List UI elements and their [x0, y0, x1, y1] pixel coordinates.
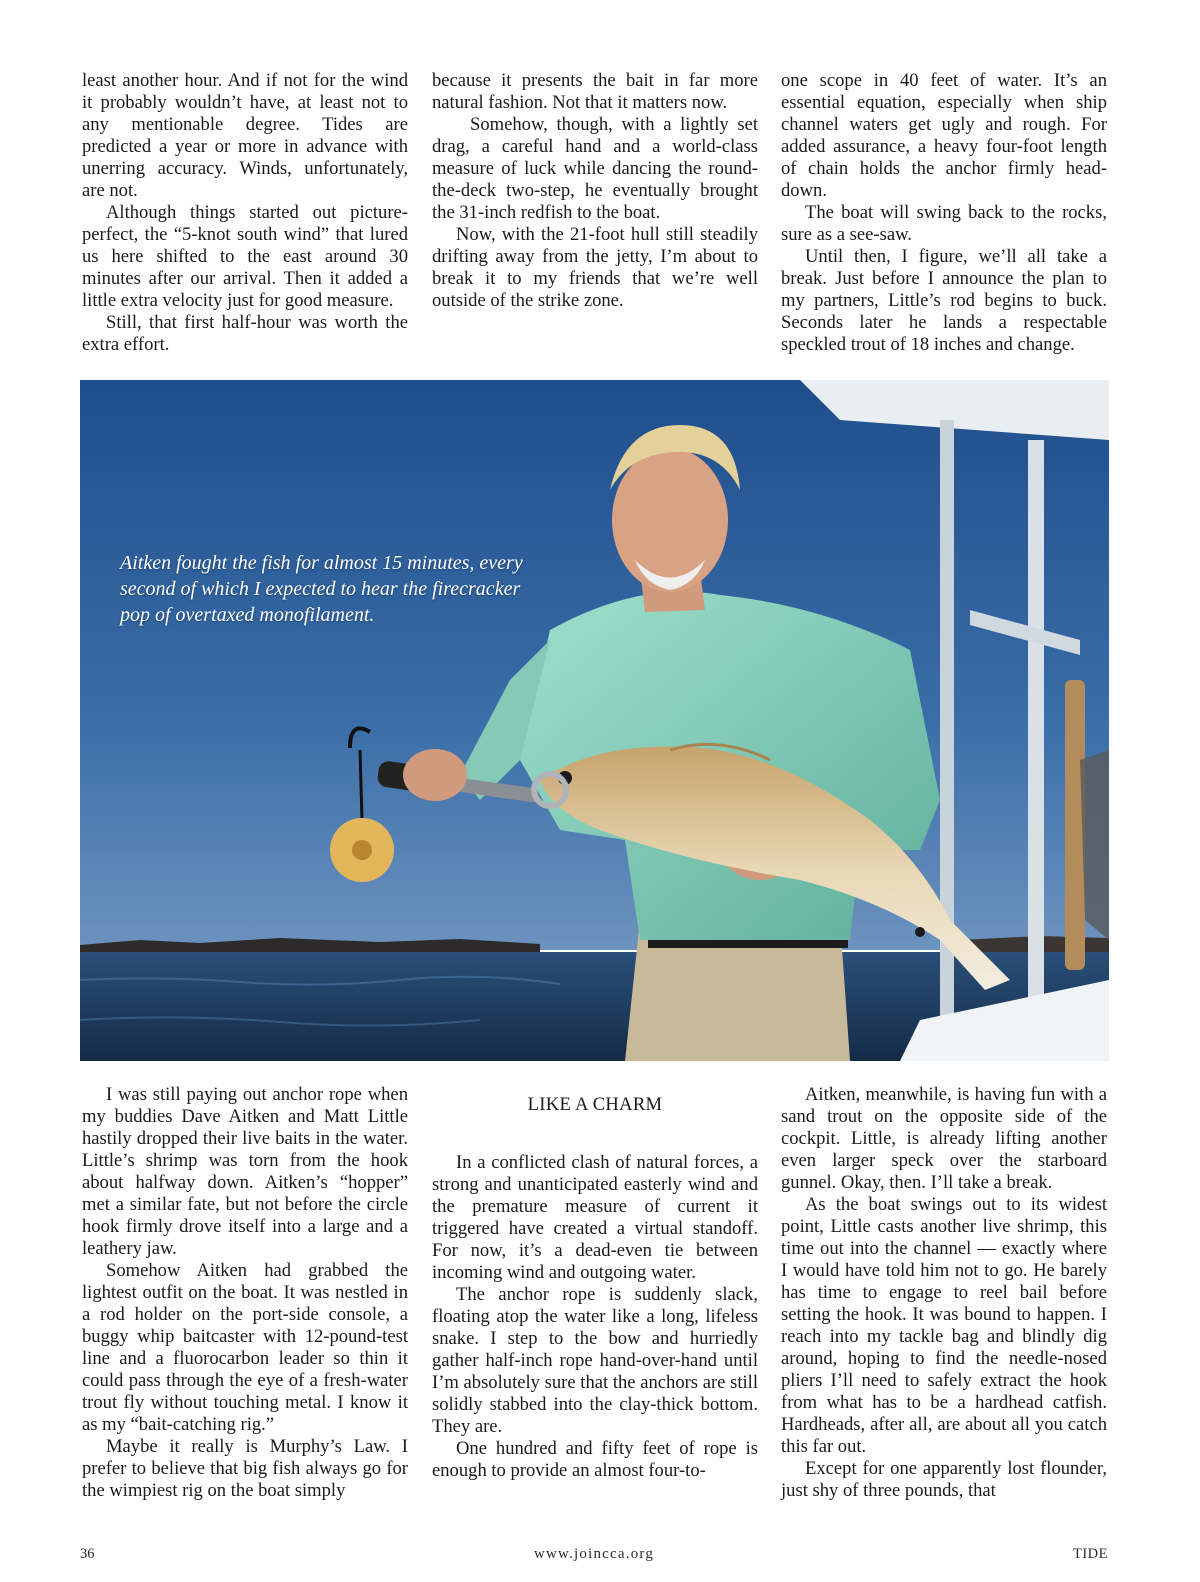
paragraph: Now, with the 21-foot hull still steadily drifting away from the jetty, I’m about to break it to my friends that we’re well outside of the strike zone. — [432, 224, 758, 311]
paragraph: The boat will swing back to the rocks, sure as a see-saw. — [781, 202, 1107, 245]
paragraph: Maybe it really is Murphy’s Law. I prefer to believe that big fish always go for the wimpiest rig on the boat simply — [82, 1436, 408, 1501]
page-number: 36 — [80, 1546, 95, 1562]
paragraph: One hundred and fifty feet of rope is enough to provide an almost four-to- — [432, 1438, 758, 1481]
paragraph: Aitken, meanwhile, is having fun with a sand trout on the opposite side of the cockpit. Little, is already lifting another even larger speck over the starboard gunnel. Okay, then. I’ll take a break. — [781, 1084, 1107, 1193]
column-top-middle — [432, 70, 758, 312]
paragraph: As the boat swings out to its widest point, Little casts another live shrimp, this time out into the channel — exactly where I would have told him not to go. He barely has time to engage to reel bail before setting the hook. It was bound to happen. I reach into my tackle bag and blindly dig around, hoping to find the needle-nosed pliers I’ll need to safely extract the hook from what has to be a hardhead catfish. Hardheads, after all, are about all you catch this far out. — [781, 1194, 1107, 1457]
paragraph: In a conflicted clash of natural forces, a strong and unanticipated easterly wind and the premature measure of current it triggered have created a virtual standoff. For now, it’s a dead-even tie between incoming wind and outgoing water. — [432, 1152, 758, 1283]
column-bottom-middle — [432, 1084, 758, 1482]
paragraph: because it presents the bait in far more natural fashion. Not that it matters now. — [432, 70, 758, 113]
paragraph: Although things started out picture-perfect, the “5-knot south wind” that lured us here shifted to the east around 30 minutes after our arrival. Then it added a little extra velocity just for good measure. — [82, 202, 408, 311]
column-top-right — [781, 70, 1107, 356]
paragraph: least another hour. And if not for the wind it probably wouldn’t have, at least not to any mentionable degree. Tides are predicted a year or more in advance with unerring accuracy. Winds, unfortunately, are not. — [82, 70, 408, 201]
column-top-left — [82, 70, 408, 356]
paragraph: Until then, I figure, we’ll all take a break. Just before I announce the plan to my partners, Little’s rod begins to buck. Seconds later he lands a respectable speckled trout of 18 inches and change. — [781, 246, 1107, 355]
paragraph: I was still paying out anchor rope when my buddies Dave Aitken and Matt Little hastily dropped their live baits in the water. Little’s shrimp was torn from the hook about halfway down. Aitken’s “hopper” met a similar fate, but not before the circle hook firmly drove itself into a large and a leathery jaw. — [82, 1084, 408, 1259]
paragraph: one scope in 40 feet of water. It’s an essential equation, especially when ship channel waters get ugly and rough. For added assurance, a heavy four-foot length of chain holds the anchor firmly head-down. — [781, 70, 1107, 201]
paragraph: Somehow, though, with a lightly set drag, a careful hand and a world-class measure of luck while dancing the round-the-deck two-step, he eventually brought the 31-inch redfish to the boat. — [432, 114, 758, 223]
paragraph: Still, that first half-hour was worth the extra effort. — [82, 312, 408, 355]
photo-caption: Aitken fought the fish for almost 15 minutes, every second of which I expected to hear the firecracker pop of overtaxed monofilament. — [120, 552, 523, 626]
paragraph: Somehow Aitken had grabbed the lightest outfit on the boat. It was nestled in a rod holder on the port-side console, a buggy whip baitcaster with 12-pound-test line and a fluorocarbon leader so thin it could pass through the eye of a fresh-water trout fly without touching metal. I know it as my “bait-catching rig.” — [82, 1260, 408, 1435]
column-bottom-right — [781, 1084, 1107, 1502]
section-heading: LIKE A CHARM — [527, 1094, 663, 1115]
photo-illustration — [80, 380, 1109, 1061]
photo-fisherman-redfish — [80, 380, 1109, 1061]
website-link[interactable]: www.joincca.org — [533, 1546, 655, 1562]
magazine-name: TIDE — [1072, 1546, 1108, 1562]
column-bottom-left — [82, 1084, 408, 1502]
paragraph: Except for one apparently lost flounder, just shy of three pounds, that — [781, 1458, 1107, 1501]
paragraph: The anchor rope is suddenly slack, floating atop the water like a long, lifeless snake. I step to the bow and hurriedly gather half-inch rope hand-over-hand until I’m absolutely sure that the anchors are still solidly stabbed into the clay-thick bottom. They are. — [432, 1284, 758, 1437]
